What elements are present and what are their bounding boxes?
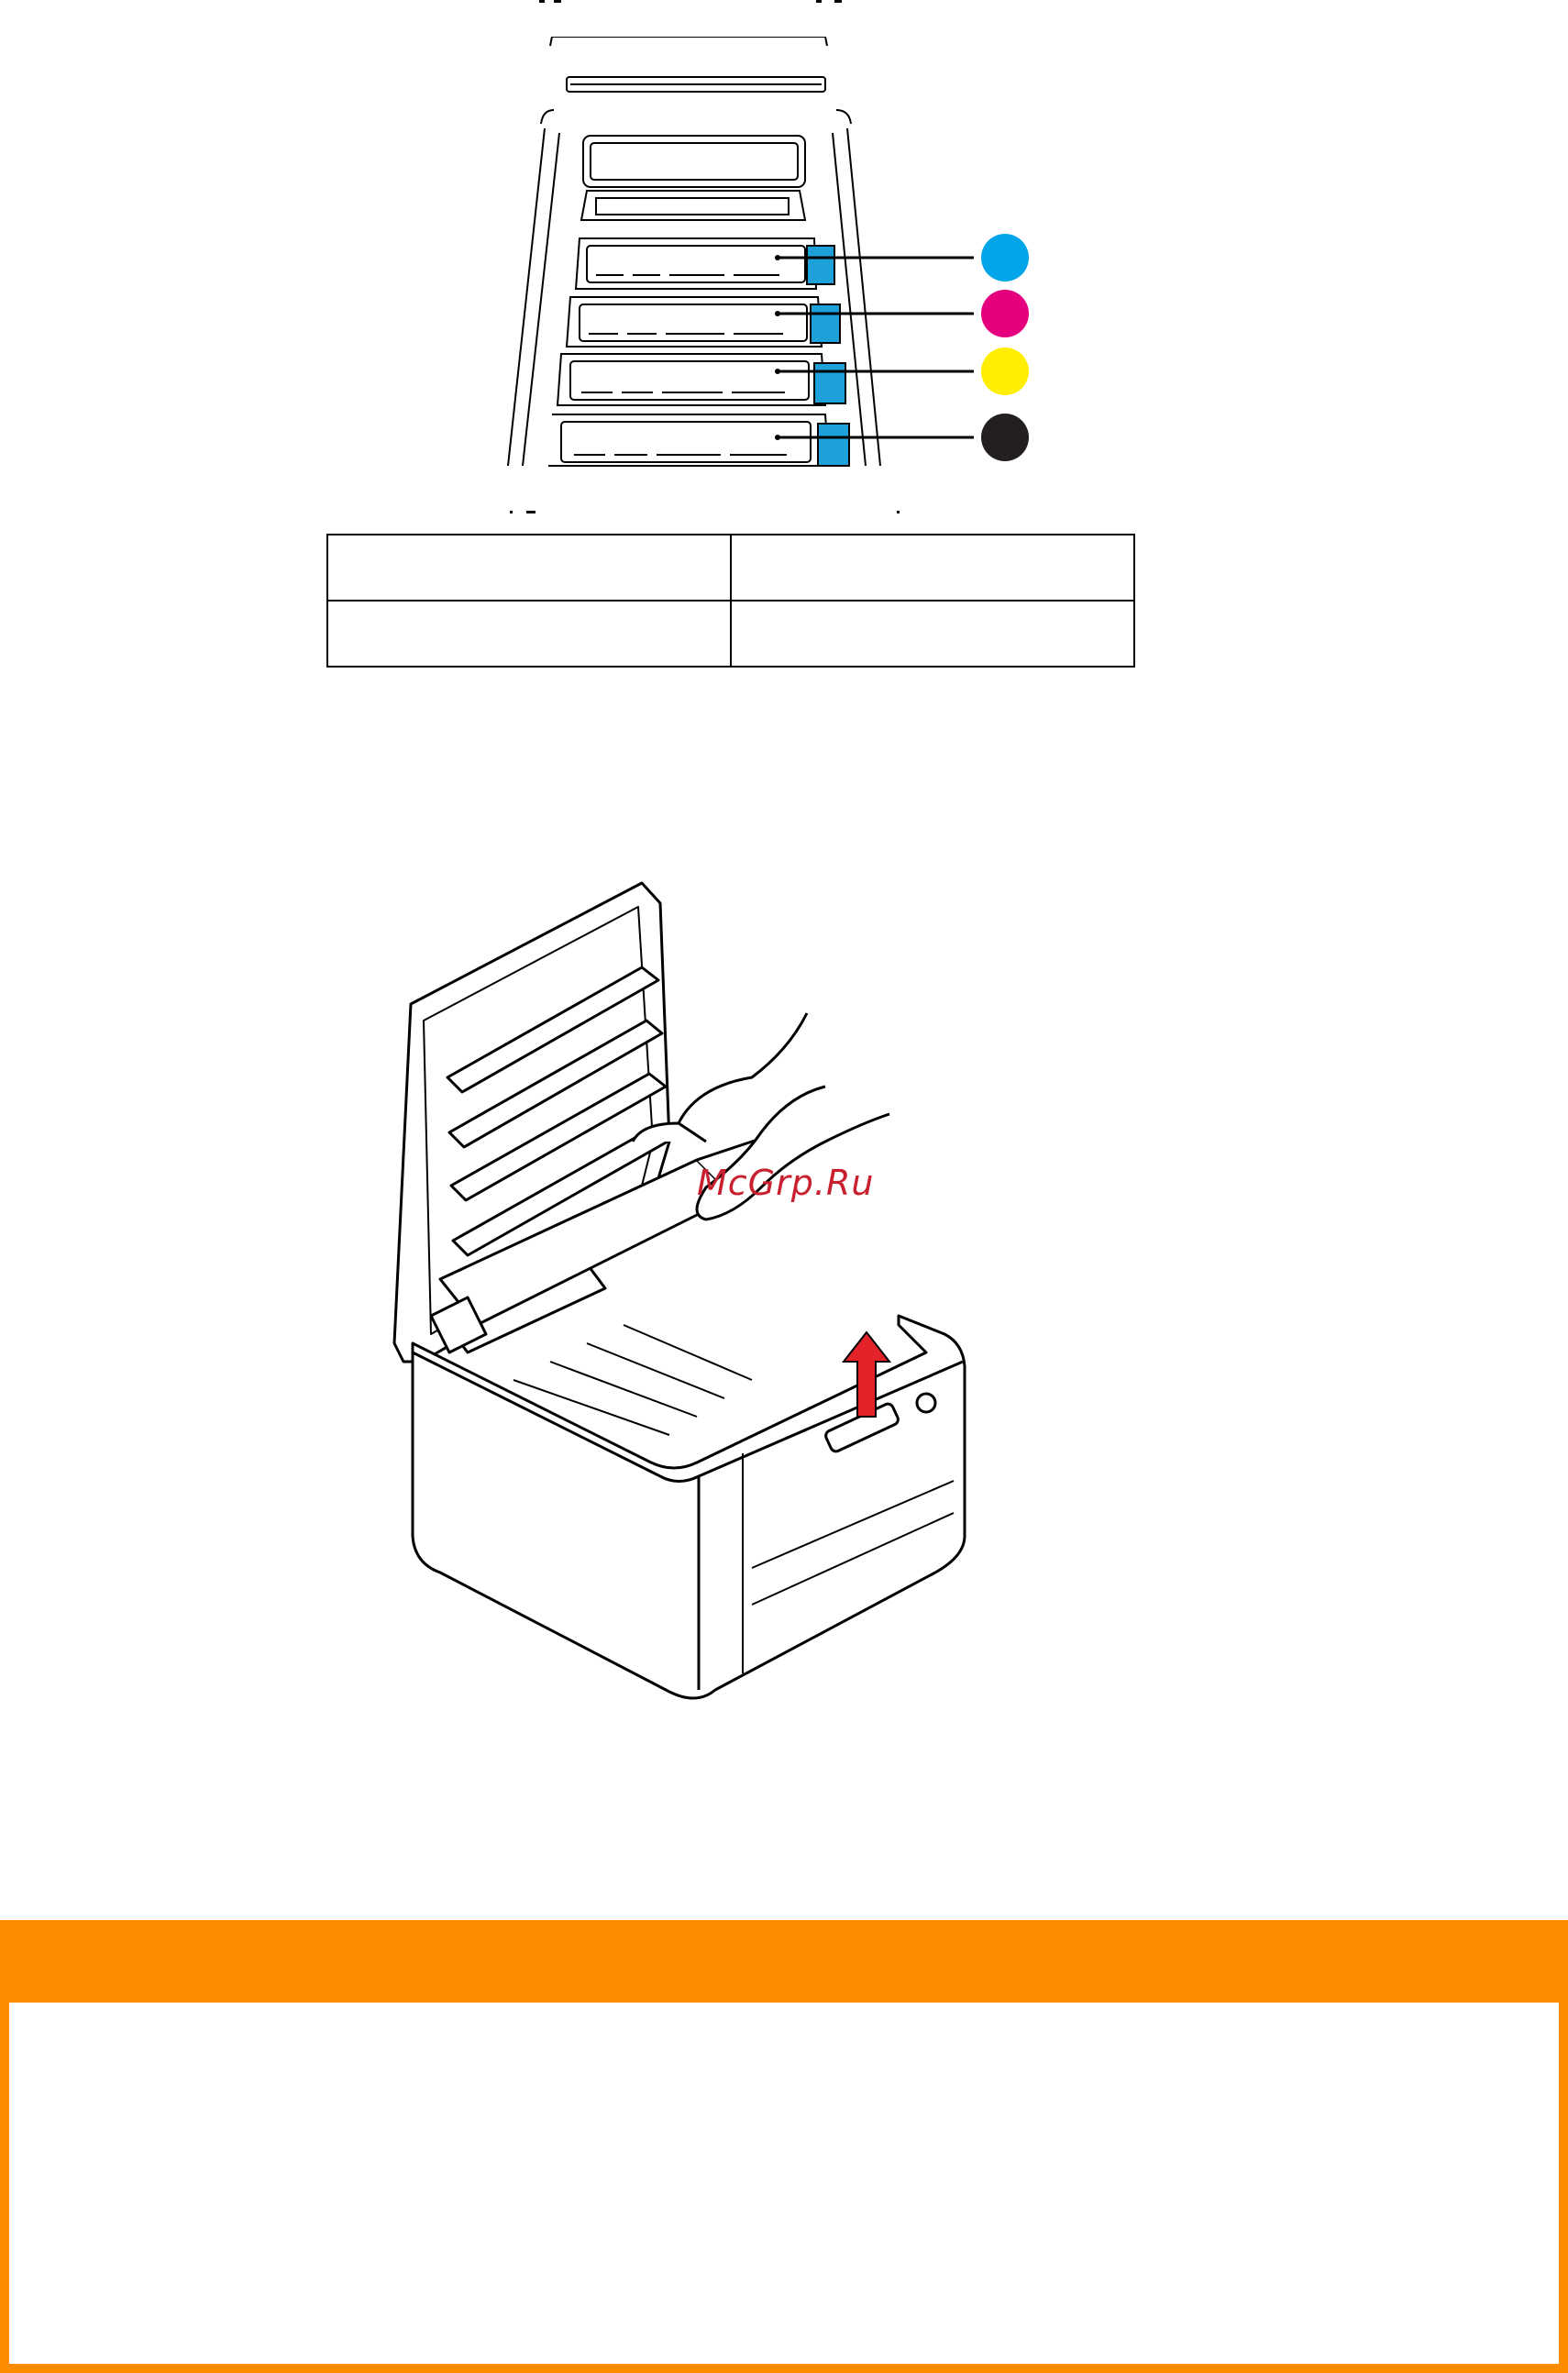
printer-body — [413, 1316, 965, 1698]
black-indicator-dot — [981, 414, 1029, 461]
drum-bay-black — [548, 414, 849, 466]
cropped-caption-fragment — [504, 509, 908, 518]
cyan-indicator-dot — [981, 234, 1029, 281]
drum-bay-magenta — [567, 297, 840, 347]
table-cell — [731, 601, 1134, 667]
orange-header-band — [0, 1920, 1568, 2003]
table-cell — [731, 535, 1134, 601]
orange-framed-box — [0, 2003, 1568, 2373]
magenta-indicator-dot — [981, 290, 1029, 337]
drum-bay-yellow — [558, 354, 845, 405]
table-cell — [327, 535, 731, 601]
table-row — [327, 535, 1134, 601]
cropped-text-fragment — [532, 0, 880, 7]
printer-top-view-illustration — [495, 37, 1045, 477]
drum-bay-cyan — [576, 238, 834, 289]
table-row — [327, 601, 1134, 667]
table-cell — [327, 601, 731, 667]
remove-image-drum-illustration — [367, 866, 1045, 1728]
yellow-indicator-dot — [981, 348, 1029, 395]
empty-table — [326, 534, 1135, 668]
watermark: McGrp.Ru — [697, 1163, 875, 1203]
